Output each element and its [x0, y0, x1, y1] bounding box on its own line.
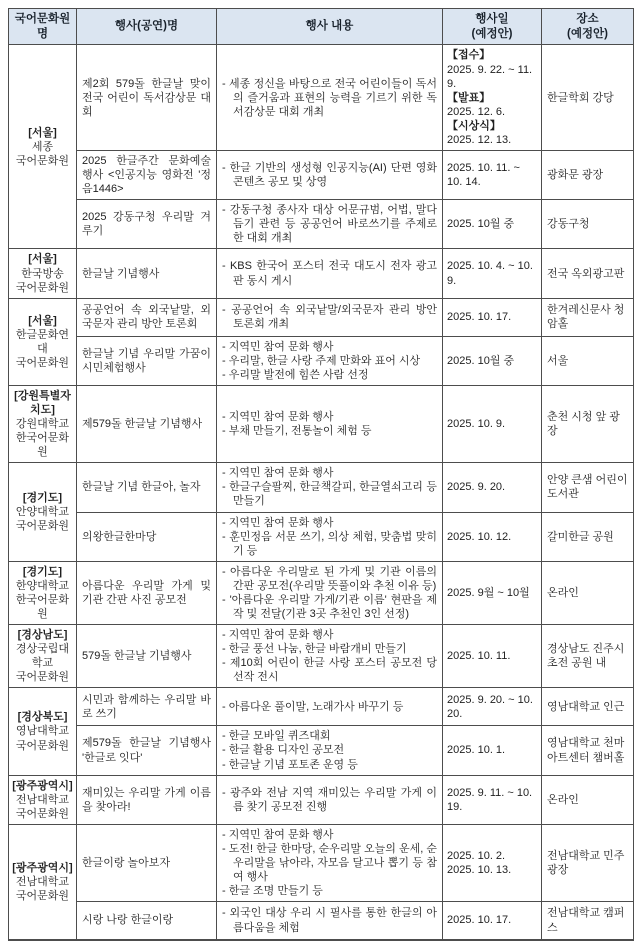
content-bullet-line: - 훈민정음 서문 쓰기, 의상 체험, 맞춤법 맞히기 등: [222, 530, 437, 558]
place-text: 서울: [547, 354, 569, 367]
date-line: 2025. 9. 20.: [447, 481, 506, 494]
place-text: 춘천 시청 앞 광장: [547, 411, 620, 438]
table-row: [9, 512, 634, 561]
event-date-cell: [443, 824, 542, 901]
place-text: 강동구청: [547, 218, 590, 231]
date-line: 2025. 12. 6.: [447, 105, 506, 118]
org-cell: [9, 385, 77, 462]
event-date-cell: [443, 775, 542, 824]
table-body: [9, 45, 634, 940]
event-place-cell: [542, 561, 634, 624]
event-date-cell: [443, 512, 542, 561]
event-name-cell: [77, 512, 217, 561]
event-place-cell: [542, 726, 634, 775]
column-header-line: 장소: [576, 13, 599, 25]
place-text: 광화문 광장: [547, 169, 604, 182]
org-region-label: [경상북도]: [17, 711, 68, 724]
org-name-line: 한국방송: [21, 267, 64, 280]
place-text: 전남대학교 민주광장: [547, 849, 625, 877]
event-name: 한글날 기념 한글아, 놀자: [82, 481, 201, 494]
column-header: [217, 9, 443, 45]
org-name-line: 전남대학교: [15, 875, 70, 888]
table-row: [9, 249, 634, 298]
place-text: 한겨레신문사 청암홀: [547, 304, 625, 331]
org-cell: [9, 824, 77, 939]
event-place-cell: [542, 625, 634, 688]
event-content-cell: [217, 45, 443, 151]
column-header: [77, 9, 217, 45]
place-text: 영남대학교 천마아트센터 챔버홀: [547, 737, 625, 764]
content-bullet-line: - 지역민 참여 문화 행사: [222, 516, 437, 530]
event-name: 한글이랑 놀아보자: [82, 857, 171, 870]
place-text: 안양 큰샘 어린이도서관: [547, 474, 628, 501]
date-line: 2025. 10. 13.: [447, 864, 512, 877]
event-name: 제579돌 한글날 기념행사: [82, 418, 203, 431]
event-date-cell: [443, 463, 542, 512]
content-bullet-line: - 공공언어 속 외국낱말/외국문자 관리 방안 토론회 개최: [222, 303, 437, 331]
table-row: [9, 336, 634, 385]
org-name-line: 국어문화원: [15, 807, 70, 820]
content-bullet-line: - 한글 모바일 퀴즈대회: [222, 729, 437, 743]
org-cell: [9, 625, 77, 688]
org-name-line: 한글문화연대: [15, 328, 70, 355]
event-content-cell: [217, 463, 443, 512]
table-row: [9, 298, 634, 336]
content-bullet-line: - 도전! 한글 한마당, 순우리말 오늘의 운세, 순우리말을 낚아라, 자모음 달고나 뽑기 등 참여 행사: [222, 842, 437, 884]
column-header-line: 행사 내용: [305, 20, 354, 33]
org-region-label: [광주광역시]: [12, 779, 73, 792]
event-name: 공공언어 속 외국낱말, 외국문자 관리 방안 토론회: [82, 304, 211, 331]
org-name-line: 영남대학교: [15, 725, 70, 738]
content-bullet-line: - 우리말 발전에 힘쓴 사람 선정: [222, 368, 437, 382]
place-text: 온라인: [547, 793, 579, 806]
event-date-cell: [443, 298, 542, 336]
content-bullet-line: - 지역민 참여 문화 행사: [222, 628, 437, 642]
event-name: 한글날 기념행사: [82, 267, 160, 280]
place-text: 온라인: [547, 586, 579, 599]
event-date-cell: [443, 385, 542, 462]
event-content-cell: [217, 249, 443, 298]
table-row: [9, 150, 634, 199]
date-line: 2025. 12. 13.: [447, 133, 512, 146]
event-place-cell: [542, 824, 634, 901]
column-header: [443, 9, 542, 45]
content-bullet-line: - 세종 정신을 바탕으로 전국 어린이들이 독서의 즐거움과 표현의 능력을 기르기 위한 독서감상문 대회 개최: [222, 77, 437, 119]
content-bullet-line: - 한글 기반의 생성형 인공지능(AI) 단편 영화 콘텐츠 공모 및 상영: [222, 161, 437, 189]
content-bullet-line: - 아름다운 우리말로 된 가게 및 기관 이름의 간판 공모전(우리말 뜻풀이와 추천 이유 등): [222, 565, 437, 593]
table-row: [9, 200, 634, 249]
event-name: 의왕한글한마당: [82, 530, 157, 543]
org-name-line: 국어문화원: [15, 154, 70, 167]
date-line: 2025. 10. 1.: [447, 744, 506, 757]
event-content-cell: [217, 150, 443, 199]
place-text: 전국 옥외광고판: [547, 267, 625, 280]
content-bullet-line: - 제10회 어린이 한글 사랑 포스터 공모전 당선작 전시: [222, 656, 437, 684]
event-name-cell: [77, 336, 217, 385]
event-place-cell: [542, 902, 634, 940]
event-name: 시민과 함께하는 우리말 바로 쓰기: [82, 693, 211, 720]
date-line: 2025. 10. 11. ~ 10. 14.: [447, 162, 520, 189]
content-bullet-line: - 한글 풍선 나눔, 한글 바람개비 만들기: [222, 642, 437, 656]
event-name: 재미있는 우리말 가게 이름을 찾아라!: [82, 786, 211, 813]
event-place-cell: [542, 45, 634, 151]
table-row: [9, 775, 634, 824]
event-date-cell: [443, 249, 542, 298]
event-date-cell: [443, 726, 542, 775]
org-name-line: 한국어문화원: [15, 432, 70, 459]
event-content-cell: [217, 902, 443, 940]
org-name-line: 강원대학교: [15, 418, 70, 431]
date-line: 2025. 10. 9.: [447, 418, 506, 431]
content-bullet-line: - 광주와 전남 지역 재미있는 우리말 가게 이름 찾기 공모전 진행: [222, 786, 437, 814]
event-date-cell: [443, 200, 542, 249]
table-row: [9, 902, 634, 940]
org-name-line: 전남대학교: [15, 793, 70, 806]
event-date-cell: [443, 688, 542, 726]
org-name-line: 한국어문화원: [15, 593, 70, 621]
event-content-cell: [217, 512, 443, 561]
content-bullet-line: - 지역민 참여 문화 행사: [222, 466, 437, 480]
table-row: [9, 726, 634, 775]
hangul-day-events-table: [8, 8, 634, 941]
event-name-cell: [77, 625, 217, 688]
event-name-cell: [77, 775, 217, 824]
event-place-cell: [542, 775, 634, 824]
event-place-cell: [542, 512, 634, 561]
date-line: 2025. 10. 2.: [447, 849, 506, 862]
event-name-cell: [77, 688, 217, 726]
org-region-label: [강원특별자치도]: [14, 389, 71, 416]
column-header-line: (예정안): [471, 27, 513, 40]
content-bullet-line: - '아름다운 우리말 가게/기관 이름' 현판을 제작 및 전달(기관 3곳 추천인 3인 선정): [222, 593, 437, 621]
org-region-label: [서울]: [28, 253, 57, 266]
date-line: 【접수】: [447, 49, 491, 62]
date-line: 2025. 9. 11. ~ 10. 19.: [447, 786, 533, 813]
event-name: 제2회 579돌 한글날 맞이 전국 어린이 독서감상문 대회: [82, 77, 211, 118]
date-line: 2025. 9월 ~ 10월: [447, 586, 530, 599]
event-name-cell: [77, 45, 217, 151]
table-row: [9, 463, 634, 512]
event-name-cell: [77, 385, 217, 462]
content-bullet-line: - 부채 만들기, 전통놀이 체험 등: [222, 424, 437, 438]
event-content-cell: [217, 775, 443, 824]
column-header-line: (예정안): [567, 27, 608, 40]
content-bullet-line: - 한글 활용 디자인 공모전: [222, 743, 437, 757]
content-bullet-line: - 우리말, 한글 사랑 주제 만화와 표어 시상: [222, 354, 437, 368]
content-bullet-line: - 외국인 대상 우리 시 필사를 통한 한글의 아름다움을 체험: [222, 906, 437, 934]
content-bullet-line: - 지역민 참여 문화 행사: [222, 410, 437, 424]
date-line: 2025. 10월 중: [447, 354, 515, 367]
org-region-label: [서울]: [28, 314, 57, 327]
org-name-line: 국어문화원: [15, 520, 70, 533]
event-date-cell: [443, 561, 542, 624]
event-name: 2025 강동구청 우리말 겨루기: [82, 211, 211, 238]
date-line: 2025. 10. 12.: [447, 530, 512, 543]
content-bullet-line: - 강동구청 종사자 대상 어문규범, 어법, 말다듬기 관련 등 공공언어 바로쓰기를 주제로 한 대회 개최: [222, 203, 437, 245]
table-row: [9, 824, 634, 901]
event-place-cell: [542, 150, 634, 199]
event-place-cell: [542, 463, 634, 512]
event-date-cell: [443, 902, 542, 940]
event-name-cell: [77, 726, 217, 775]
event-name: 시랑 나랑 한글이랑: [82, 914, 174, 927]
table-row: [9, 385, 634, 462]
date-line: 2025. 10. 11.: [447, 650, 511, 663]
place-text: 영남대학교 인근: [547, 700, 625, 713]
place-text: 경상남도 진주시 초전 공원 내: [547, 643, 625, 670]
org-name-line: 국어문화원: [15, 281, 70, 294]
header-row: [9, 9, 634, 45]
event-place-cell: [542, 200, 634, 249]
content-bullet-line: - 지역민 참여 문화 행사: [222, 340, 437, 354]
org-cell: [9, 249, 77, 298]
event-name: 한글날 기념 우리말 가꿈이 시민체험행사: [82, 347, 211, 374]
event-content-cell: [217, 726, 443, 775]
org-name-line: 한양대학교: [15, 579, 70, 592]
org-name-line: 안양대학교: [15, 506, 70, 518]
org-name-line: 경상국립대학교: [15, 643, 70, 670]
place-text: 전남대학교 캠퍼스: [547, 907, 625, 934]
column-header: [542, 9, 634, 45]
table-row: [9, 688, 634, 726]
event-place-cell: [542, 298, 634, 336]
event-content-cell: [217, 200, 443, 249]
date-line: 【시상식】: [447, 119, 501, 132]
date-line: 2025. 9. 20. ~ 10. 20.: [447, 693, 533, 720]
event-place-cell: [542, 688, 634, 726]
org-region-label: [경기도]: [22, 565, 63, 578]
place-text: 한글학회 강당: [547, 91, 614, 104]
date-line: 【발표】: [447, 91, 491, 104]
column-header-line: 행사일: [475, 13, 509, 25]
event-name-cell: [77, 824, 217, 901]
event-date-cell: [443, 336, 542, 385]
org-name-line: 국어문화원: [15, 889, 70, 902]
column-header-line: 행사(공연)명: [114, 20, 179, 33]
table-row: [9, 625, 634, 688]
event-place-cell: [542, 385, 634, 462]
content-bullet-line: - 한글구슬팔찌, 한글책갈피, 한글열쇠고리 등 만들기: [222, 480, 437, 508]
event-place-cell: [542, 249, 634, 298]
event-name-cell: [77, 200, 217, 249]
event-name-cell: [77, 561, 217, 624]
org-cell: [9, 463, 77, 561]
content-bullet-line: - 지역민 참여 문화 행사: [222, 828, 437, 842]
event-name: 579돌 한글날 기념행사: [82, 650, 192, 663]
event-content-cell: [217, 688, 443, 726]
event-content-cell: [217, 385, 443, 462]
date-line: 2025. 9. 22. ~ 11. 9.: [447, 63, 533, 90]
event-name-cell: [77, 463, 217, 512]
org-region-label: [광주광역시]: [12, 861, 73, 874]
column-header-line: 국어문화원명: [14, 13, 71, 40]
content-bullet-line: - KBS 한국어 포스터 전국 대도시 전자 광고판 동시 게시: [222, 259, 437, 287]
content-bullet-line: - 한글 조명 만들기 등: [222, 884, 437, 898]
org-cell: [9, 775, 77, 824]
event-name: 제579돌 한글날 기념행사 '한글로 잇다': [82, 737, 211, 764]
org-name-line: 국어문화원: [15, 739, 70, 752]
org-name-line: 국어문화원: [15, 671, 70, 684]
org-cell: [9, 561, 77, 624]
org-cell: [9, 298, 77, 385]
date-line: 2025. 10. 17.: [447, 914, 512, 927]
event-name-cell: [77, 298, 217, 336]
date-line: 2025. 10. 4. ~ 10. 9.: [447, 260, 533, 287]
date-line: 2025. 10. 17.: [447, 311, 512, 324]
table-row: [9, 45, 634, 151]
event-content-cell: [217, 824, 443, 901]
org-name-line: 세종: [31, 140, 54, 153]
event-content-cell: [217, 561, 443, 624]
org-cell: [9, 45, 77, 249]
content-bullet-line: - 아름다운 풀이말, 노래가사 바꾸기 등: [222, 700, 437, 714]
place-text: 갈미한글 공원: [547, 530, 614, 543]
event-date-cell: [443, 45, 542, 151]
event-date-cell: [443, 150, 542, 199]
column-header: [9, 9, 77, 45]
org-region-label: [경상남도]: [17, 629, 68, 642]
event-name: 2025 한글주간 문화예술 행사 <인공지능 영화전 '정음1446>: [82, 154, 211, 196]
event-content-cell: [217, 298, 443, 336]
event-name-cell: [77, 249, 217, 298]
event-name-cell: [77, 902, 217, 940]
date-line: 2025. 10월 중: [447, 218, 515, 231]
org-region-label: [서울]: [28, 126, 57, 139]
org-region-label: [경기도]: [22, 491, 63, 504]
table-header: [9, 9, 634, 45]
org-cell: [9, 688, 77, 775]
event-content-cell: [217, 336, 443, 385]
event-name: 아름다운 우리말 가게 및 기관 간판 사진 공모전: [82, 579, 211, 606]
org-name-line: 국어문화원: [15, 356, 70, 369]
table-row: [9, 561, 634, 624]
event-content-cell: [217, 625, 443, 688]
content-bullet-line: - 한글날 기념 포토존 운영 등: [222, 758, 437, 772]
event-place-cell: [542, 336, 634, 385]
event-name-cell: [77, 150, 217, 199]
event-date-cell: [443, 625, 542, 688]
